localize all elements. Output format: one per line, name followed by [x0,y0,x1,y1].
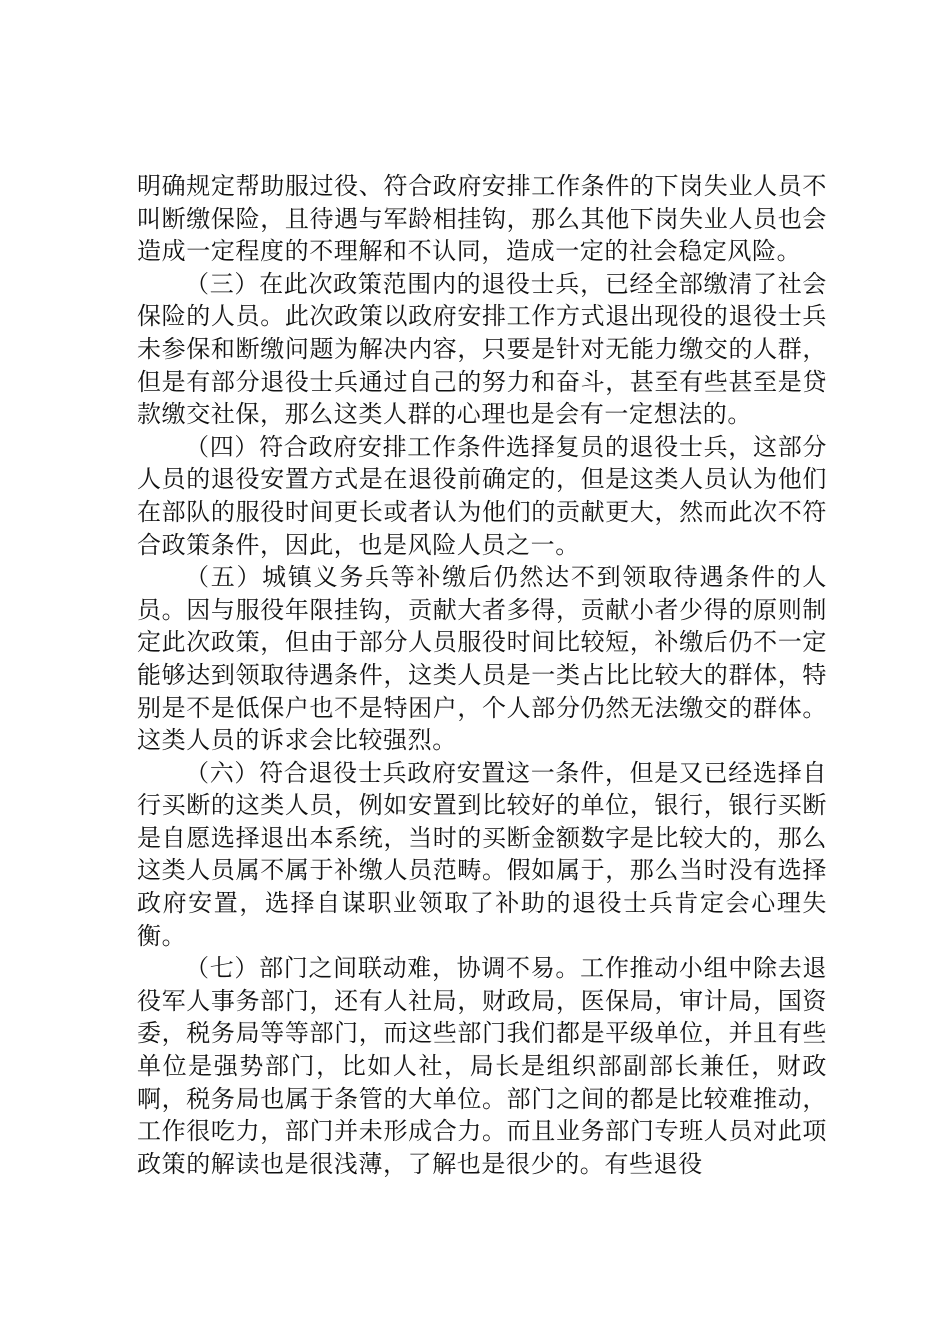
paragraph-section-4: （四）符合政府安排工作条件选择复员的退役士兵，这部分人员的退役安置方式是在退役前确定的，但是这类人员认为他们在部队的服役时间更长或者认为他们的贡献更大，然而此次不符合政策条件，因此，也是风险人员之一。 [137,432,827,559]
paragraph-section-7: （七）部门之间联动难，协调不易。工作推动小组中除去退役军人事务部门，还有人社局，财政局，医保局，审计局，国资委，税务局等等部门，而这些部门我们都是平级单位，并且有些单位是强势部门，比如人社，局长是组织部副部长兼任，财政啊，税务局也属于条管的大单位。部门之间的都是比较难推动，工作很吃力，部门并未形成合力。而且业务部门专班人员对此项政策的解读也是很浅薄，了解也是很少的。有些退役 [137,954,827,1178]
paragraph-section-5: （五）城镇义务兵等补缴后仍然达不到领取待遇条件的人员。因与服役年限挂钩，贡献大者多得，贡献小者少得的原则制定此次政策，但由于部分人员服役时间比较短，补缴后仍不一定能够达到领取待遇条件，这类人员是一类占比比较大的群体，特别是不是低保户也不是特困户，个人部分仍然无法缴交的群体。这类人员的诉求会比较强烈。 [137,563,827,755]
paragraph-section-6: （六）符合退役士兵政府安置这一条件，但是又已经选择自行买断的这类人员，例如安置到比较好的单位，银行，银行买断是自愿选择退出本系统，当时的买断金额数字是比较大的，那么这类人员属不属于补缴人员范畴。假如属于，那么当时没有选择政府安置，选择自谋职业领取了补助的退役士兵肯定会心理失衡。 [137,758,827,950]
document-body [137,170,827,1180]
paragraph-continuation: 明确规定帮助服过役、符合政府安排工作条件的下岗失业人员不叫断缴保险，且待遇与军龄相挂钩，那么其他下岗失业人员也会造成一定程度的不理解和不认同，造成一定的社会稳定风险。 [137,172,827,266]
paragraph-section-3: （三）在此次政策范围内的退役士兵，已经全部缴清了社会保险的人员。此次政策以政府安排工作方式退出现役的退役士兵未参保和断缴问题为解决内容，只要是针对无能力缴交的人群，但是有部分退役士兵通过自己的努力和奋斗，甚至有些甚至是贷款缴交社保，那么这类人群的心理也是会有一定想法的。 [137,269,827,429]
